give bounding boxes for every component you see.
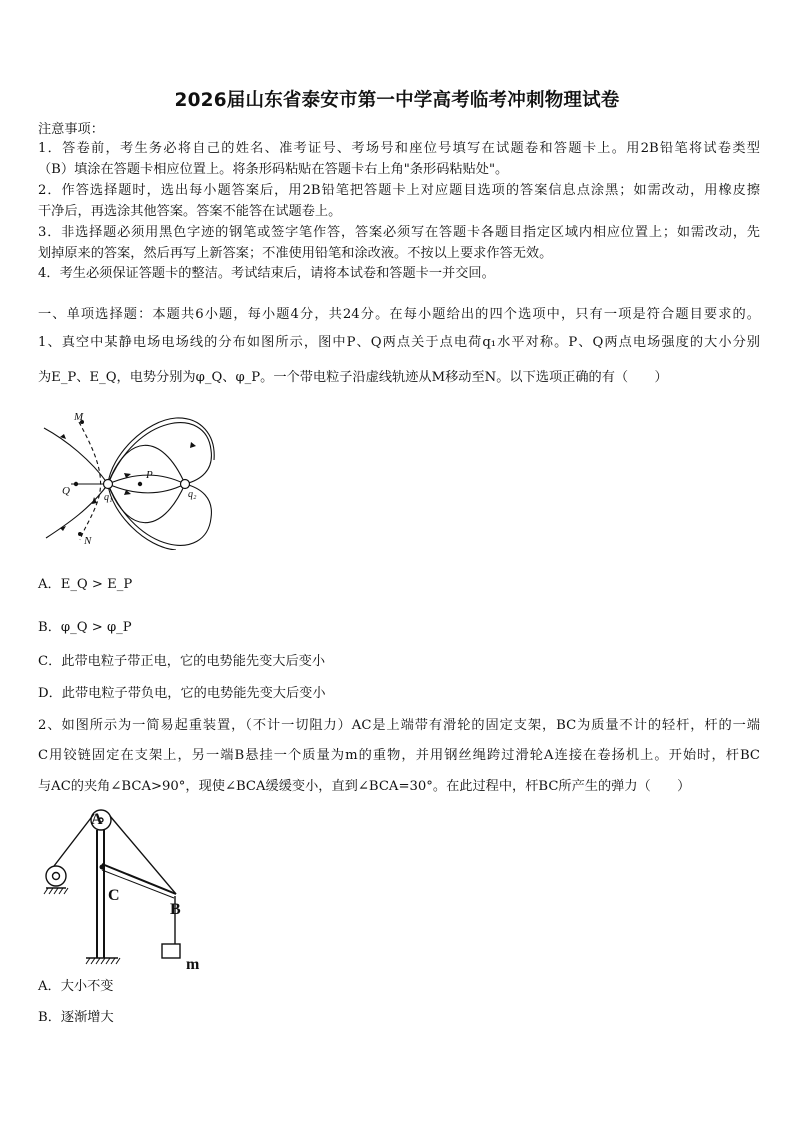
question-1-field-diagram	[36, 400, 226, 550]
label-N: N	[84, 535, 92, 547]
label-q2: q₂	[188, 489, 197, 500]
question-2-stem: 2、如图所示为一简易起重装置，（不计一切阻力）AC是上端带有滑轮的固定支架，BC为质量不计的轻杆，杆的一端	[38, 718, 760, 733]
notice-line: 3．非选择题必须用黑色字迹的钢笔或签字笔作答，答案必须写在答题卡各题目指定区域内相应位置上；如需改动，先	[38, 225, 760, 240]
label-B: B	[170, 901, 181, 918]
question-1-option-b: B．φ_Q > φ_P	[38, 620, 132, 635]
label-C: C	[108, 887, 120, 904]
question-1-option-c: C．此带电粒子带正电，它的电势能先变大后变小	[38, 654, 326, 669]
notice-heading: 注意事项：	[38, 122, 104, 137]
question-2-option-a: A．大小不变	[38, 979, 114, 994]
label-P: P	[146, 469, 153, 481]
question-2-option-b: B．逐渐增大	[38, 1010, 114, 1025]
notice-line: 划掉原来的答案，然后再写上新答案；不准使用铅笔和涂改液。不按以上要求作答无效。	[38, 246, 553, 261]
question-2-stem: C用铰链固定在支架上，另一端B悬挂一个质量为m的重物，并用钢丝绳跨过滑轮A连接在卷扬机上。开始时，杆BC	[38, 748, 760, 763]
notice-line: 2．作答选择题时，选出每小题答案后，用2B铅笔把答题卡上对应题目选项的答案信息点涂黑；如需改动，用橡皮擦	[38, 183, 760, 198]
notice-line: 干净后，再选涂其他答案。答案不能答在试题卷上。	[38, 204, 342, 219]
question-2-stem: 与AC的夹角∠BCA>90°，现使∠BCA缓缓变小，直到∠BCA=30°。在此过程中，杆BC所产生的弹力（ ）	[38, 779, 691, 794]
section-heading: 一、单项选择题：本题共6小题，每小题4分，共24分。在每小题给出的四个选项中，只有一项是符合题目要求的。	[38, 307, 760, 322]
question-2-crane-diagram	[36, 806, 216, 974]
label-Q: Q	[62, 485, 70, 497]
page-title: 2026届山东省泰安市第一中学高考临考冲刺物理试卷	[174, 90, 620, 111]
question-1-option-d: D．此带电粒子带负电，它的电势能先变大后变小	[38, 686, 326, 701]
notice-line: 1．答卷前，考生务必将自己的姓名、准考证号、考场号和座位号填写在试题卷和答题卡上。用2B铅笔将试卷类型	[38, 141, 760, 156]
label-m: m	[186, 956, 200, 973]
question-1-stem: 为E_P、E_Q，电势分别为φ_Q、φ_P。一个带电粒子沿虚线轨迹从M移动至N。以下选项正确的有（ ）	[38, 370, 668, 385]
notice-line: 4．考生必须保证答题卡的整洁。考试结束后，请将本试卷和答题卡一并交回。	[38, 266, 495, 281]
label-M: M	[74, 411, 84, 423]
label-q1: q₁	[104, 492, 113, 503]
question-1-stem: 1、真空中某静电场电场线的分布如图所示，图中P、Q两点关于点电荷q₁水平对称。P、Q两点电场强度的大小分别	[38, 335, 760, 350]
notice-line: （B）填涂在答题卡相应位置上。将条形码粘贴在答题卡右上角"条形码粘贴处"。	[38, 162, 509, 177]
question-1-option-a: A．E_Q > E_P	[38, 577, 133, 592]
label-A: A	[91, 811, 103, 828]
